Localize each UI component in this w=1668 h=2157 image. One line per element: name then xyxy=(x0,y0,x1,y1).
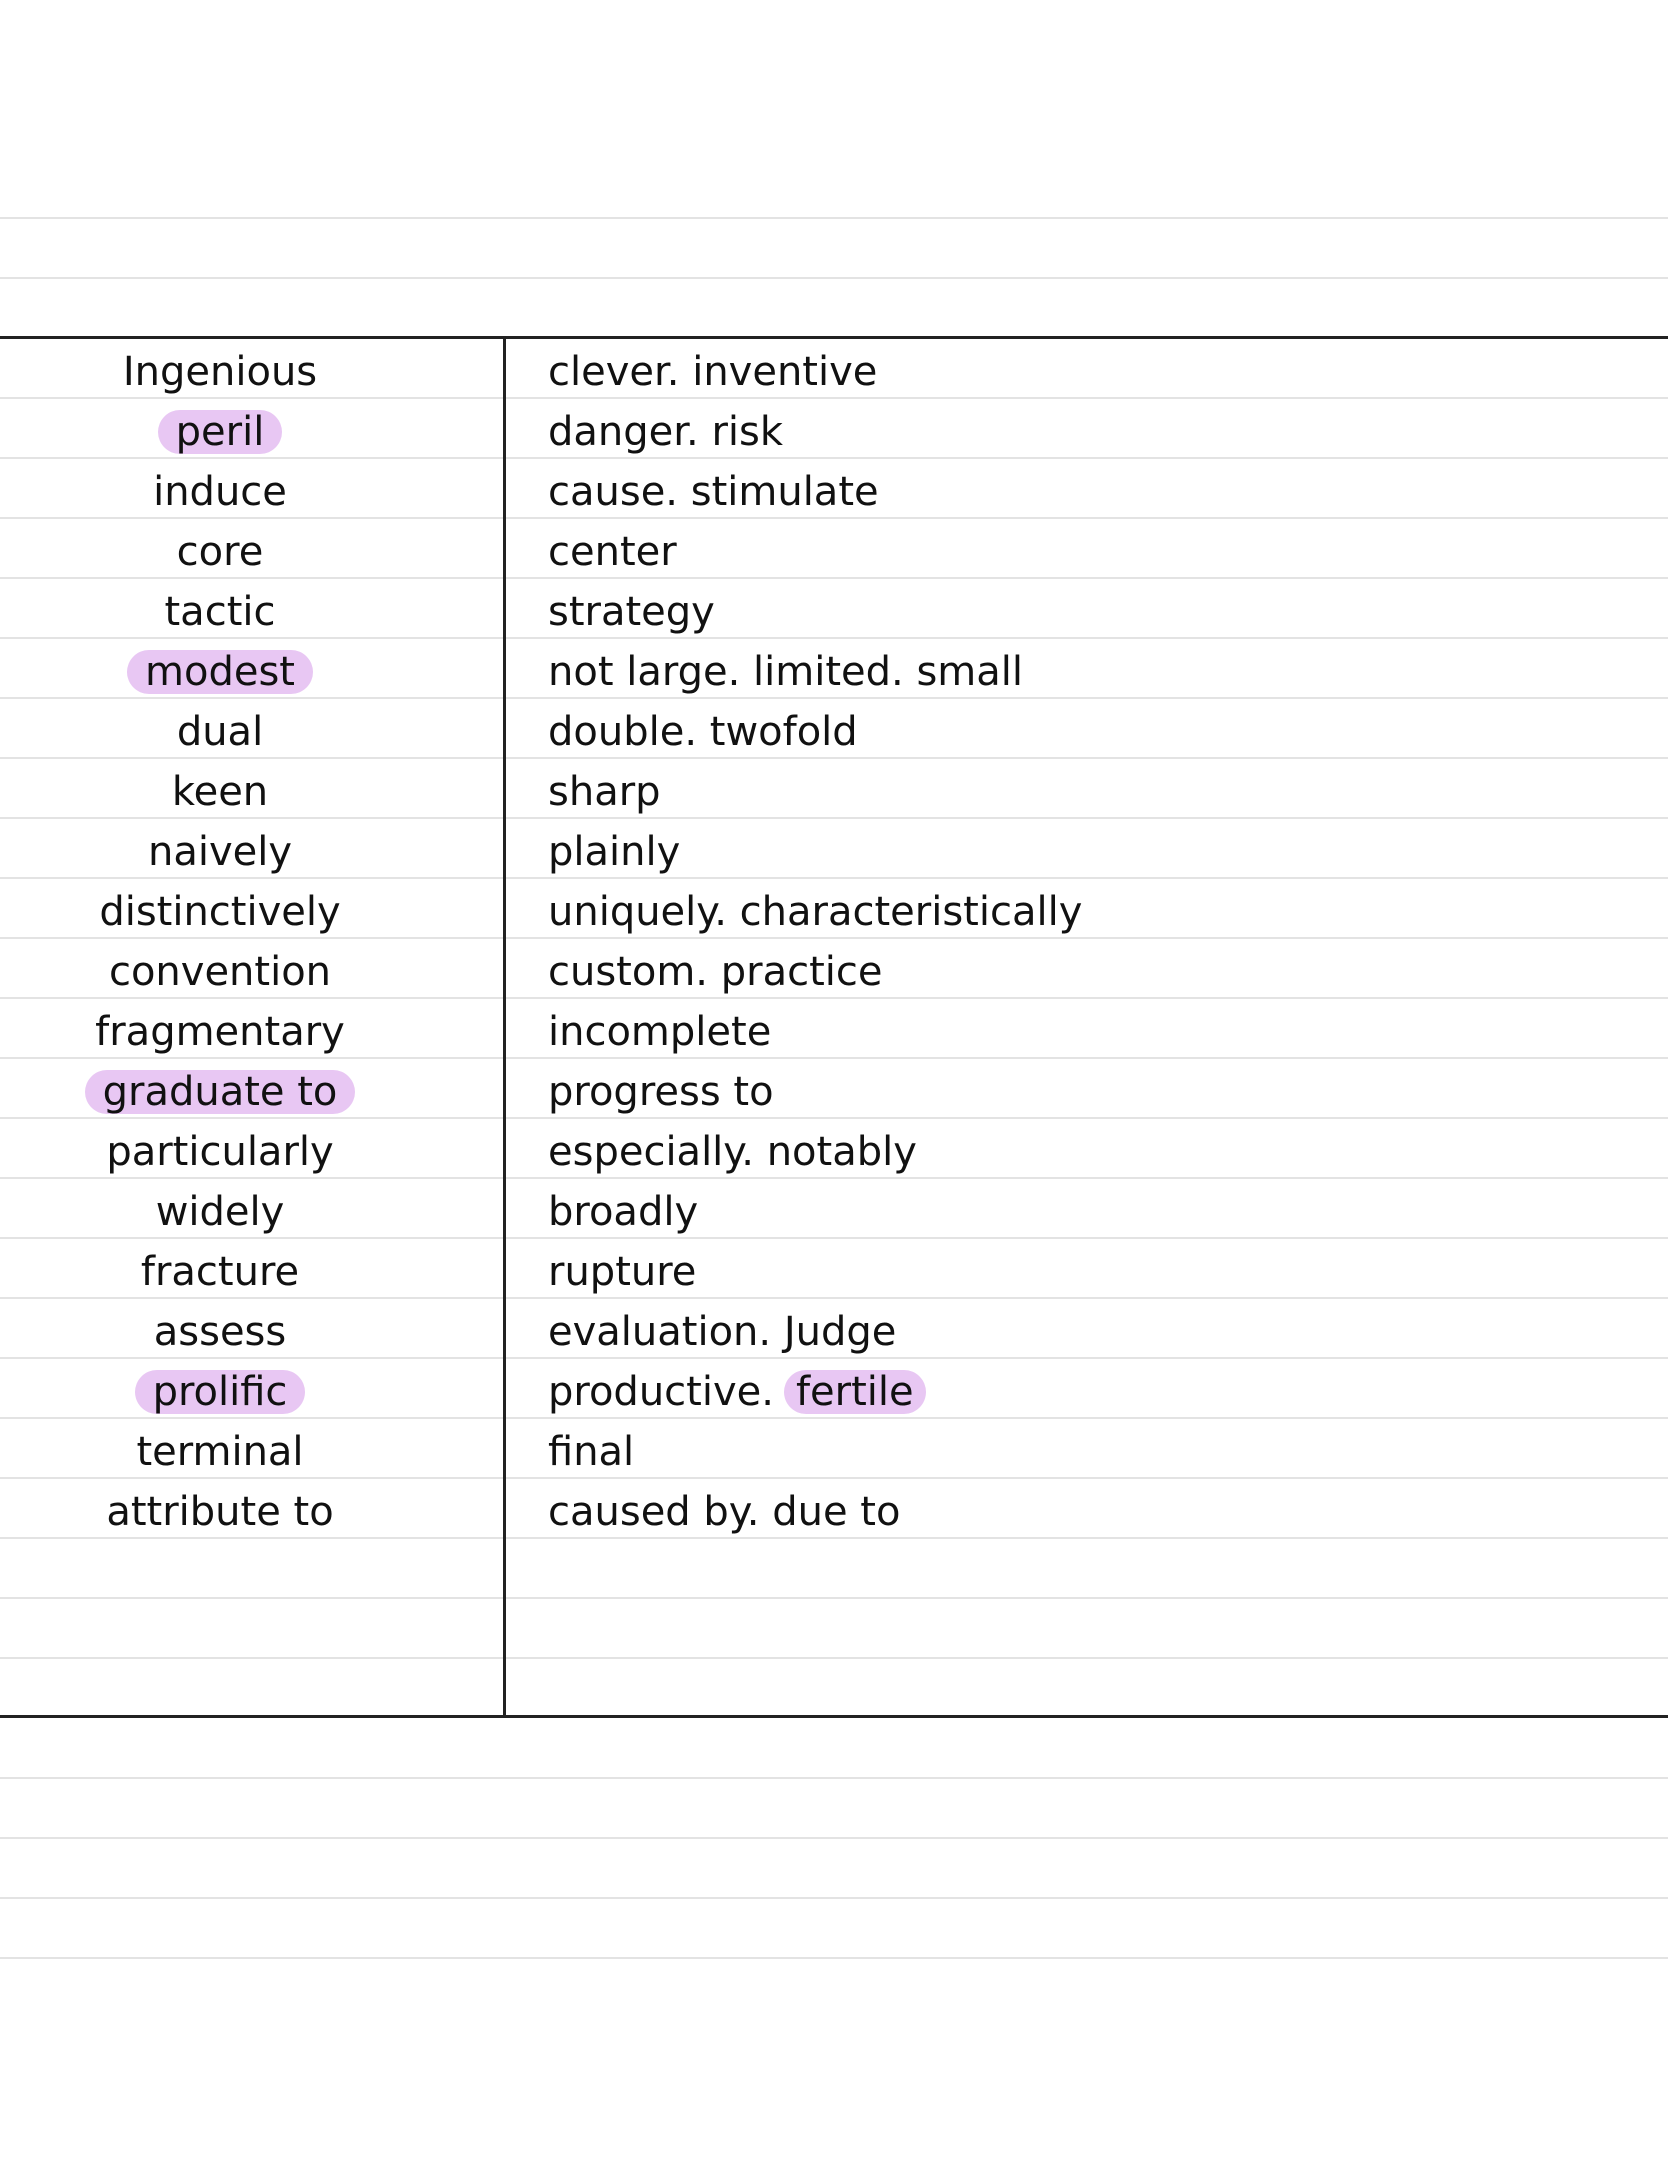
table-row xyxy=(0,1002,1668,1062)
ruled-line xyxy=(0,1597,1668,1599)
table-row xyxy=(0,882,1668,942)
term-cell xyxy=(0,402,440,462)
definition-cell xyxy=(548,942,1628,1002)
definition-cell xyxy=(548,1302,1628,1362)
table-row xyxy=(0,822,1668,882)
definition-text: progress to xyxy=(548,1069,774,1115)
definition-cell xyxy=(548,882,1628,942)
highlighted-term: prolific xyxy=(135,1370,306,1414)
definition-text: uniquely. characteristically xyxy=(548,889,1083,935)
definition-cell xyxy=(548,1242,1628,1302)
term-text: widely xyxy=(155,1189,285,1235)
definition-cell xyxy=(548,1062,1628,1122)
definition-cell xyxy=(548,1362,1628,1422)
term-text: Ingenious xyxy=(122,349,318,395)
table-row xyxy=(0,942,1668,1002)
definition-text: especially. notably xyxy=(548,1129,917,1175)
term-text: keen xyxy=(171,769,269,815)
ruled-line xyxy=(0,1777,1668,1779)
table-row xyxy=(0,402,1668,462)
term-cell xyxy=(0,1242,440,1302)
term-text: fragmentary xyxy=(95,1009,345,1055)
definition-text: rupture xyxy=(548,1249,697,1295)
definition-text: final xyxy=(548,1429,635,1475)
definition-cell xyxy=(548,462,1628,522)
definition-cell xyxy=(548,1002,1628,1062)
highlighted-definition-word: fertile xyxy=(784,1370,926,1414)
table-row xyxy=(0,1302,1668,1362)
table-row xyxy=(0,1482,1668,1542)
term-cell xyxy=(0,1122,440,1182)
term-cell xyxy=(0,1182,440,1242)
table-row xyxy=(0,1362,1668,1422)
table-row xyxy=(0,1242,1668,1302)
definition-text: sharp xyxy=(548,769,661,815)
definition-text: center xyxy=(548,529,677,575)
ruled-line xyxy=(0,1897,1668,1899)
table-row xyxy=(0,342,1668,402)
definition-cell xyxy=(548,582,1628,642)
term-text: naively xyxy=(147,829,293,875)
term-cell xyxy=(0,462,440,522)
table-row xyxy=(0,462,1668,522)
term-text: distinctively xyxy=(99,889,341,935)
ruled-line xyxy=(0,217,1668,219)
term-text: dual xyxy=(176,709,264,755)
table-row xyxy=(0,762,1668,822)
definition-cell xyxy=(548,1122,1628,1182)
definition-cell xyxy=(548,1482,1628,1542)
ruled-line xyxy=(0,1657,1668,1659)
table-top-border xyxy=(0,336,1668,339)
table-row xyxy=(0,582,1668,642)
term-cell xyxy=(0,1302,440,1362)
definition-text: cause. stimulate xyxy=(548,469,879,515)
term-text: convention xyxy=(108,949,332,995)
definition-cell xyxy=(548,522,1628,582)
table-row xyxy=(0,642,1668,702)
table-row xyxy=(0,1062,1668,1122)
definition-cell xyxy=(548,402,1628,462)
ruled-line xyxy=(0,1837,1668,1839)
term-text: terminal xyxy=(136,1429,304,1475)
highlighted-term: graduate to xyxy=(85,1070,356,1114)
term-cell xyxy=(0,522,440,582)
definition-cell xyxy=(548,342,1628,402)
table-row xyxy=(0,1122,1668,1182)
term-cell xyxy=(0,342,440,402)
definition-cell xyxy=(548,1182,1628,1242)
definition-text: double. twofold xyxy=(548,709,858,755)
table-row xyxy=(0,522,1668,582)
term-text: induce xyxy=(153,469,287,515)
definition-text: caused by. due to xyxy=(548,1489,901,1535)
term-cell xyxy=(0,702,440,762)
term-text: attribute to xyxy=(106,1489,334,1535)
definition-text: custom. practice xyxy=(548,949,883,995)
definition-text: incomplete xyxy=(548,1009,772,1055)
term-text: fracture xyxy=(140,1249,300,1295)
term-cell xyxy=(0,582,440,642)
term-text: particularly xyxy=(106,1129,334,1175)
definition-text: strategy xyxy=(548,589,715,635)
definition-text: evaluation. Judge xyxy=(548,1309,897,1355)
definition-cell xyxy=(548,762,1628,822)
term-cell xyxy=(0,1362,440,1422)
definition-cell xyxy=(548,642,1628,702)
term-cell xyxy=(0,1422,440,1482)
definition-text: plainly xyxy=(548,829,681,875)
term-cell xyxy=(0,1002,440,1062)
term-cell xyxy=(0,822,440,882)
definition-text: productive. xyxy=(548,1369,774,1415)
term-cell xyxy=(0,642,440,702)
definition-cell xyxy=(548,702,1628,762)
table-bottom-border xyxy=(0,1715,1668,1718)
table-row xyxy=(0,1422,1668,1482)
term-cell xyxy=(0,762,440,822)
highlighted-term: peril xyxy=(158,410,283,454)
term-cell xyxy=(0,1482,440,1542)
term-text: assess xyxy=(153,1309,287,1355)
definition-text: broadly xyxy=(548,1189,699,1235)
term-text: tactic xyxy=(164,589,276,635)
term-text: core xyxy=(176,529,264,575)
definition-text: not large. limited. small xyxy=(548,649,1023,695)
definition-text: danger. risk xyxy=(548,409,784,455)
definition-cell xyxy=(548,1422,1628,1482)
table-row xyxy=(0,702,1668,762)
term-cell xyxy=(0,1062,440,1122)
definition-text: clever. inventive xyxy=(548,349,878,395)
table-row xyxy=(0,1182,1668,1242)
ruled-line xyxy=(0,277,1668,279)
definition-cell xyxy=(548,822,1628,882)
term-cell xyxy=(0,942,440,1002)
term-cell xyxy=(0,882,440,942)
ruled-line xyxy=(0,1957,1668,1959)
highlighted-term: modest xyxy=(127,650,313,694)
